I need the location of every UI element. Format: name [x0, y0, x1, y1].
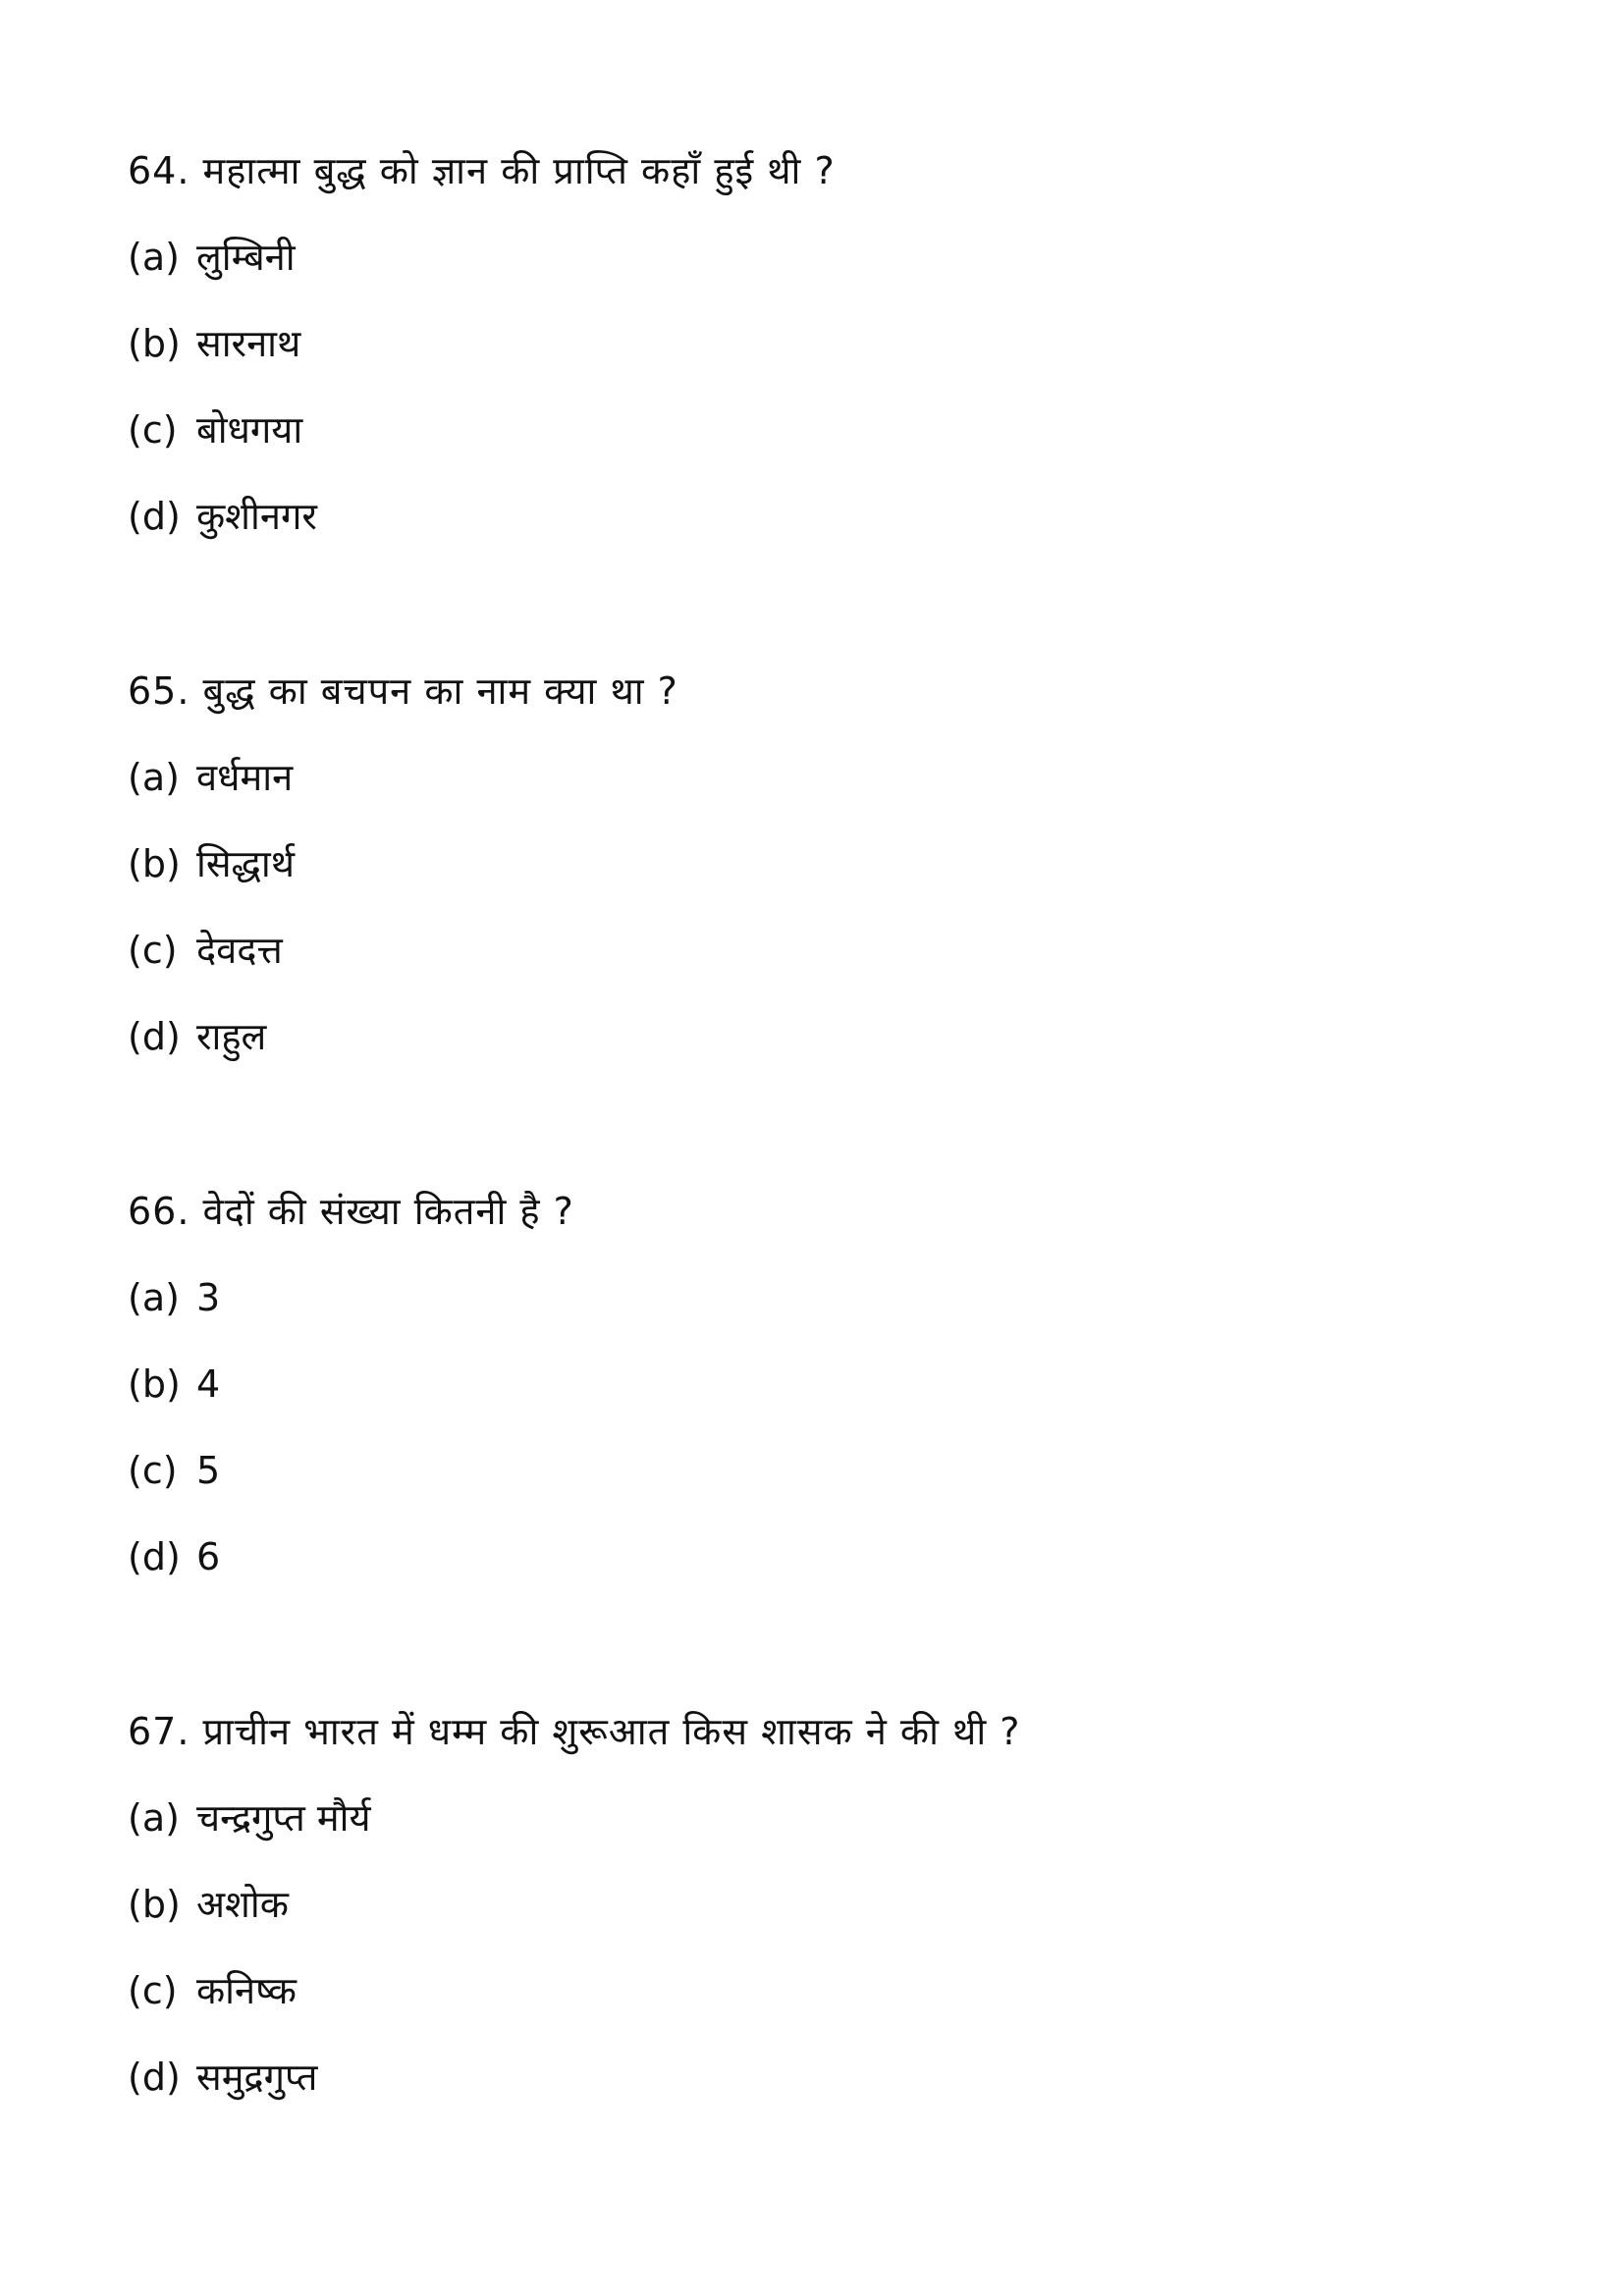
- option-letter: (d): [128, 2056, 181, 2099]
- option-b: [128, 300, 1502, 387]
- option-d: [128, 1514, 1502, 1600]
- question-text: 64. महात्मा बुद्ध को ज्ञान की प्राप्ति कहाँ हुई थी ?: [128, 149, 836, 192]
- option-letter: (b): [128, 322, 181, 365]
- option-c: [128, 387, 1502, 473]
- option-letter: (c): [128, 929, 178, 972]
- option-b: [128, 821, 1502, 907]
- option-text: बोधगया: [196, 408, 303, 452]
- option-letter: (d): [128, 495, 181, 538]
- option-a: [128, 214, 1502, 300]
- option-text: 5: [196, 1449, 221, 1492]
- option-letter: (b): [128, 842, 181, 885]
- option-a: [128, 734, 1502, 821]
- question-text: 67. प्राचीन भारत में धम्म की शुरूआत किस शासक ने की थी ?: [128, 1710, 1021, 1753]
- option-text: 4: [196, 1362, 221, 1406]
- option-letter: (d): [128, 1015, 181, 1058]
- option-letter: (b): [128, 1883, 181, 1926]
- option-letter: (a): [128, 756, 180, 799]
- option-c: [128, 907, 1502, 993]
- option-letter: (c): [128, 408, 178, 452]
- question-text: 66. वेदों की संख्या कितनी है ?: [128, 1190, 574, 1233]
- option-d: [128, 473, 1502, 560]
- option-a: [128, 1775, 1502, 1861]
- option-text: 6: [196, 1535, 221, 1578]
- option-text: सारनाथ: [196, 322, 301, 365]
- option-letter: (d): [128, 1535, 181, 1578]
- option-letter: (c): [128, 1449, 178, 1492]
- option-d: [128, 2034, 1502, 2120]
- option-text: वर्धमान: [196, 756, 294, 799]
- option-c: [128, 1427, 1502, 1514]
- question-65: [128, 648, 1502, 1080]
- option-text: राहुल: [196, 1015, 267, 1058]
- option-letter: (a): [128, 1276, 180, 1319]
- option-b: [128, 1341, 1502, 1427]
- option-text: 3: [196, 1276, 221, 1319]
- option-text: लुम्बिनी: [196, 236, 296, 279]
- option-letter: (b): [128, 1362, 181, 1406]
- option-d: [128, 993, 1502, 1080]
- question-67: [128, 1688, 1502, 2120]
- option-text: कुशीनगर: [196, 495, 317, 538]
- option-text: समुद्रगुप्त: [196, 2056, 318, 2099]
- option-a: [128, 1255, 1502, 1341]
- question-64: [128, 128, 1502, 560]
- option-text: अशोक: [196, 1883, 289, 1926]
- option-b: [128, 1861, 1502, 1948]
- option-text: कनिष्क: [196, 1969, 297, 2012]
- option-letter: (c): [128, 1969, 178, 2012]
- question-66: [128, 1168, 1502, 1600]
- option-letter: (a): [128, 1796, 180, 1840]
- option-text: देवदत्त: [196, 929, 283, 972]
- option-text: सिद्धार्थ: [196, 842, 296, 885]
- option-letter: (a): [128, 236, 180, 279]
- option-text: चन्द्रगुप्त मौर्य: [196, 1796, 371, 1840]
- option-c: [128, 1948, 1502, 2034]
- question-text: 65. बुद्ध का बचपन का नाम क्या था ?: [128, 669, 678, 713]
